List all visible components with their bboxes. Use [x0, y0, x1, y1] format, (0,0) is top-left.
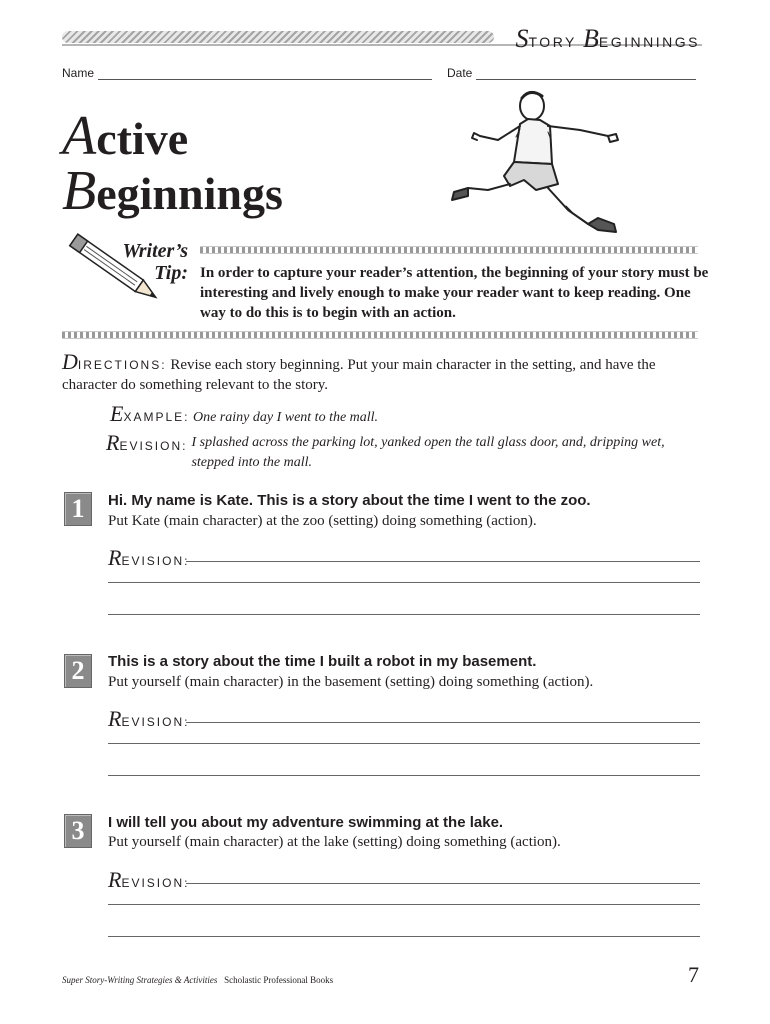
revision-answer-line[interactable]: [186, 869, 700, 884]
tip-heading: Writer’s Tip:: [122, 240, 188, 284]
item-number-badge: 3: [64, 814, 92, 848]
answer-line[interactable]: [108, 904, 700, 905]
name-field[interactable]: Name: [62, 66, 432, 80]
answer-line[interactable]: [108, 775, 700, 776]
page-title: Active Beginnings: [62, 105, 283, 222]
page-number: 7: [688, 962, 699, 987]
header-rope-decoration: [62, 31, 494, 43]
revision-answer-line[interactable]: [186, 708, 700, 723]
tip-bottom-border: [62, 331, 698, 339]
item-revision-label: REVISION:: [108, 867, 190, 892]
item-number-badge: 2: [64, 654, 92, 688]
answer-line[interactable]: [108, 582, 700, 583]
item-instruction: Put yourself (main character) at the lake (setting) doing something (action).: [108, 834, 561, 850]
running-boy-illustration: [440, 84, 640, 244]
directions: DIRECTIONS: Revise each story beginning. Put your main character in the setting, and have the character do something relevant to the story.: [62, 349, 656, 393]
item-number-badge: 1: [64, 492, 92, 526]
example-line: EXAMPLE: One rainy day I went to the mall.: [110, 401, 379, 426]
answer-line[interactable]: [108, 614, 700, 615]
item-revision-label: REVISION:: [108, 545, 190, 570]
series-title: STORY BEGINNINGS: [515, 24, 700, 53]
directions-label: DIRECTIONS:: [62, 349, 167, 374]
answer-line[interactable]: [108, 936, 700, 937]
item-revision-label: REVISION:: [108, 706, 190, 731]
item-instruction: Put Kate (main character) at the zoo (setting) doing something (action).: [108, 513, 537, 529]
date-field[interactable]: Date: [447, 66, 696, 80]
answer-line[interactable]: [108, 743, 700, 744]
item-prompt: Hi. My name is Kate. This is a story about the time I went to the zoo.: [108, 492, 591, 509]
revision-answer-line[interactable]: [186, 547, 700, 562]
name-line[interactable]: [98, 69, 432, 80]
item-prompt: This is a story about the time I built a robot in my basement.: [108, 653, 537, 670]
example-revision: REVISION: I splashed across the parking lot, yanked open the tall glass door, and, dripping wet, stepped into the mall.: [106, 430, 665, 470]
date-line[interactable]: [476, 69, 696, 80]
tip-top-border: [200, 246, 698, 254]
footer-credit: Super Story-Writing Strategies & Activities Scholastic Professional Books: [62, 975, 334, 985]
item-instruction: Put yourself (main character) in the basement (setting) doing something (action).: [108, 674, 594, 690]
item-prompt: I will tell you about my adventure swimming at the lake.: [108, 814, 504, 831]
tip-text: In order to capture your reader’s attention, the beginning of your story must be interesting and lively enough to make your reader want to keep reading. One way to do this is to begin with an action.: [200, 265, 709, 321]
